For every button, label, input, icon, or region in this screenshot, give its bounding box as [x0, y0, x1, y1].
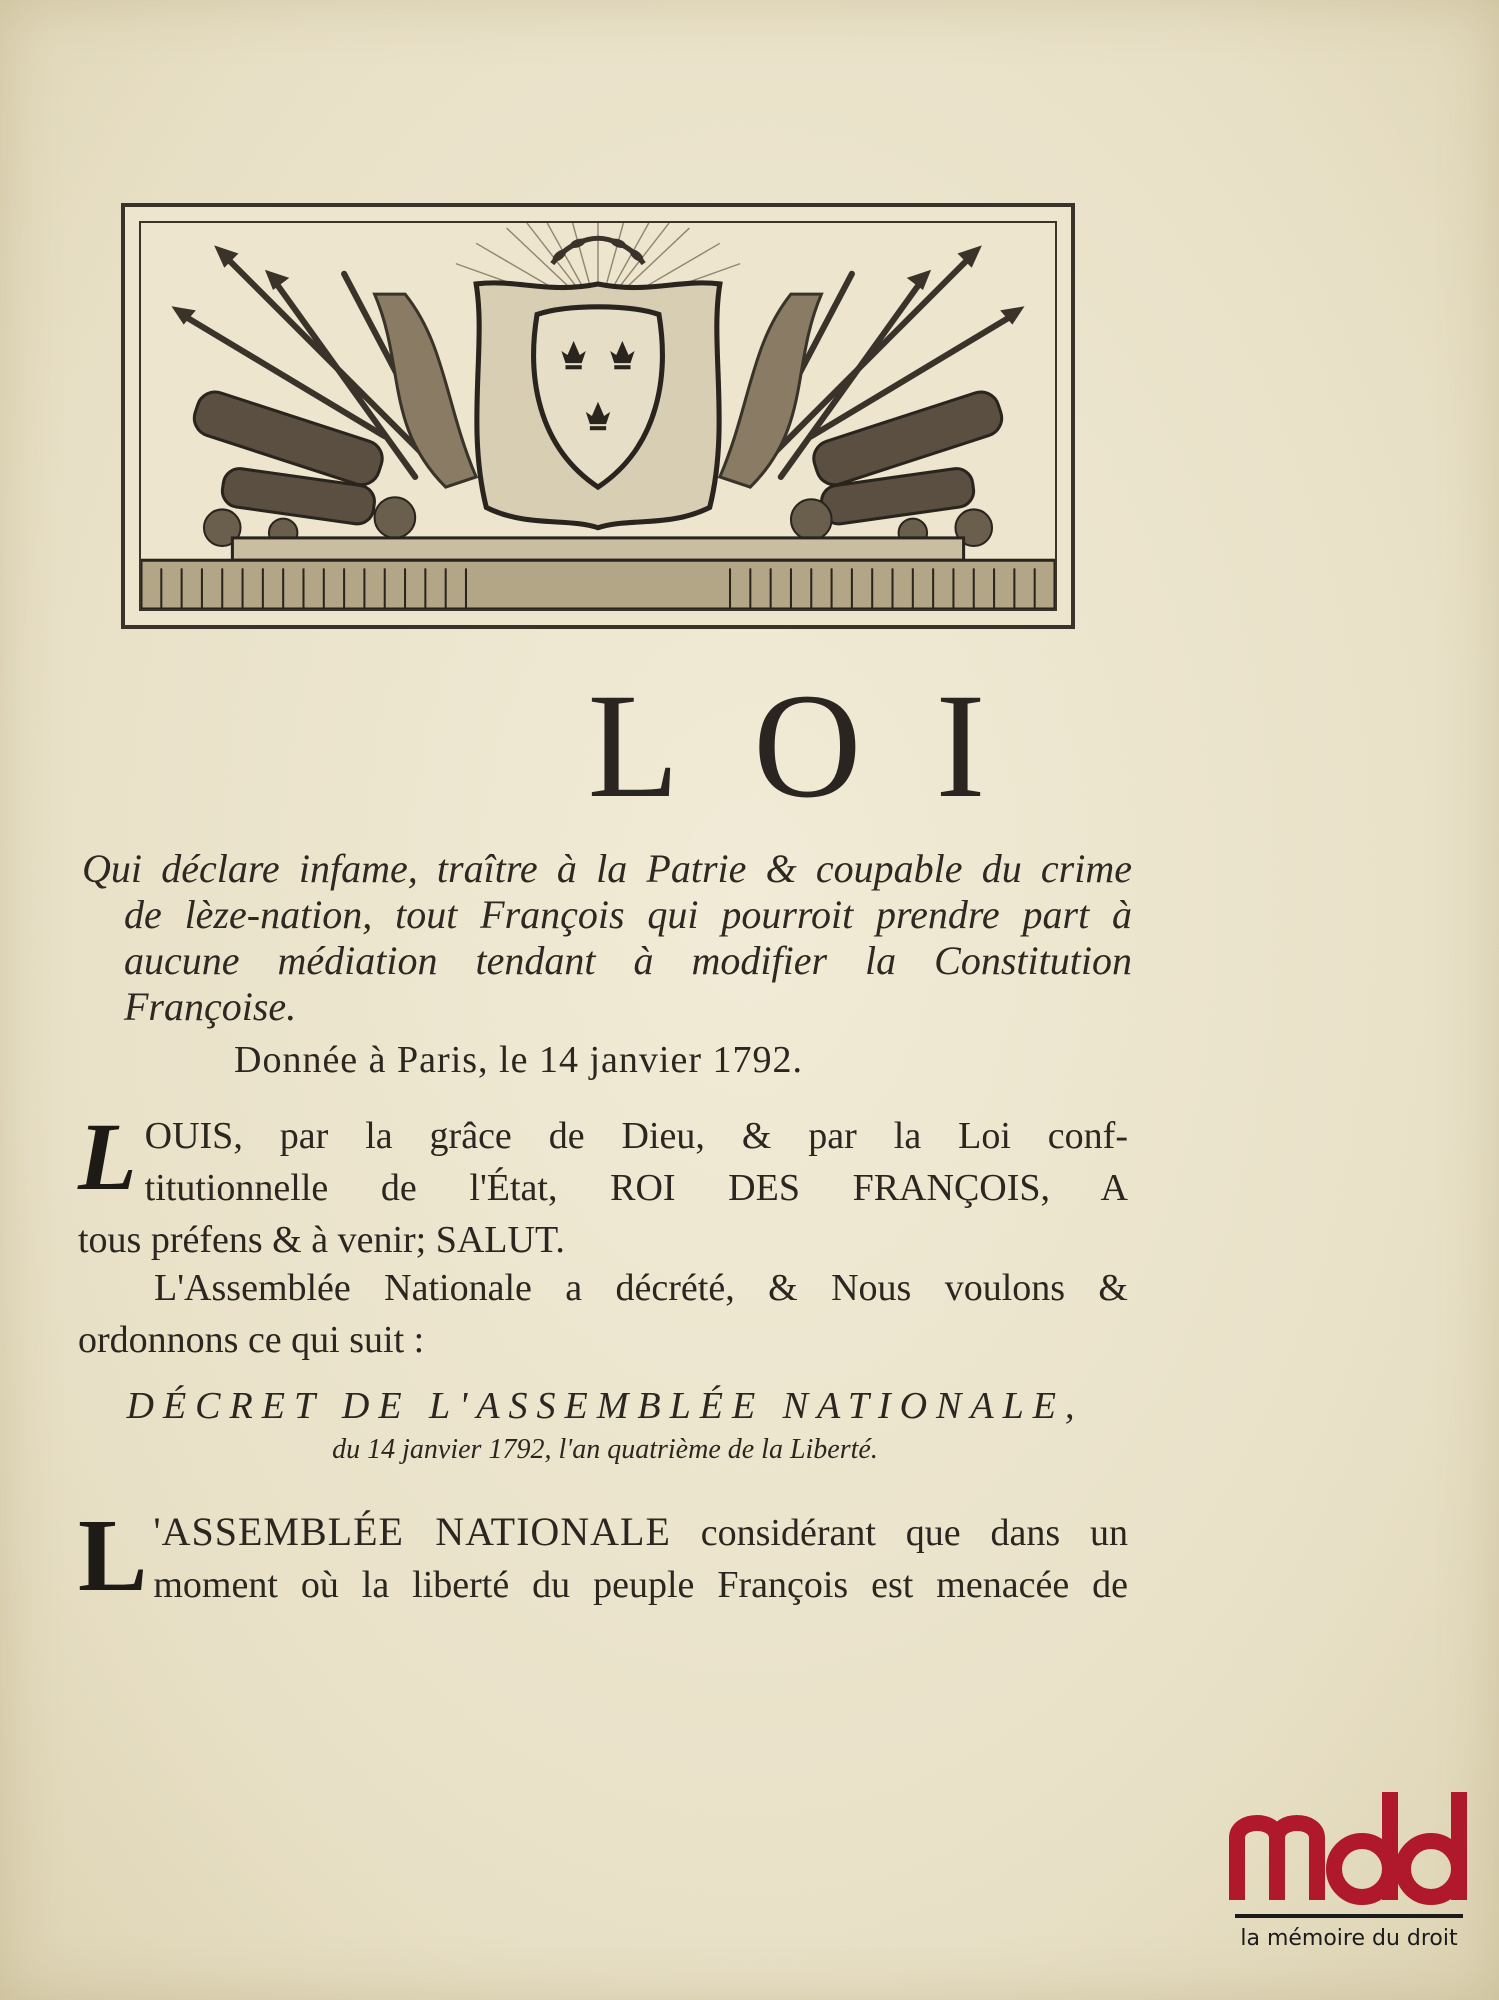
- mdd-logo-mark: [1219, 1778, 1479, 1908]
- subtitle-line-3: aucune médiation tendant à modifier la Constitution: [124, 938, 1132, 983]
- proclamation-paragraph: [78, 1103, 1128, 1266]
- date-line: Donnée à Paris, le 14 janvier 1792.: [234, 1039, 803, 1081]
- decree-line-1: [78, 1506, 1128, 1559]
- coat-of-arms-illustration: [141, 223, 1055, 609]
- decree-heading: DÉCRET DE L'ASSEMBLÉE NATIONALE,: [126, 1385, 1084, 1427]
- decree-line-1-rest: considérant que dans un: [670, 1512, 1128, 1554]
- document-title: LOI: [587, 663, 1060, 829]
- decree-date: du 14 janvier 1792, l'an quatrième de la Liberté.: [332, 1434, 878, 1465]
- logo-rule: [1235, 1914, 1463, 1918]
- decree-body: [78, 1498, 1128, 1613]
- assembly-line-1: L'Assemblée Nationale a décrété, & Nous voulons &: [154, 1267, 1128, 1309]
- subtitle-line-2: de lèze-nation, tout François qui pourroit prendre part à: [124, 892, 1132, 937]
- proclamation-line-2: titutionnelle de l'État, ROI DES FRANÇOIS, A: [144, 1167, 1128, 1209]
- engraved-vignette: [121, 203, 1075, 629]
- assembly-paragraph: [78, 1262, 1128, 1366]
- subtitle-line-1: Qui déclare infame, traître à la Patrie & coupable du crime: [82, 846, 1132, 891]
- logo-tagline: la mémoire du droit: [1240, 1926, 1458, 1951]
- law-subtitle: [82, 846, 1132, 1030]
- assembly-line-2: ordonnons ce qui suit :: [78, 1319, 425, 1361]
- proclamation-line-3: tous préfens & à venir; SALUT.: [78, 1219, 565, 1261]
- decree-caps: 'ASSEMBLÉE NATIONALE: [153, 1509, 671, 1554]
- drop-cap: L: [78, 1103, 137, 1210]
- decree-drop-cap: L: [78, 1498, 148, 1613]
- mdd-logo: [1219, 1778, 1479, 1968]
- proclamation-line-1: OUIS, par la grâce de Dieu, & par la Loi conf-: [144, 1115, 1128, 1157]
- subtitle-line-4: Françoise.: [124, 984, 297, 1029]
- decree-line-2: moment où la liberté du peuple François est menacée de: [153, 1564, 1128, 1606]
